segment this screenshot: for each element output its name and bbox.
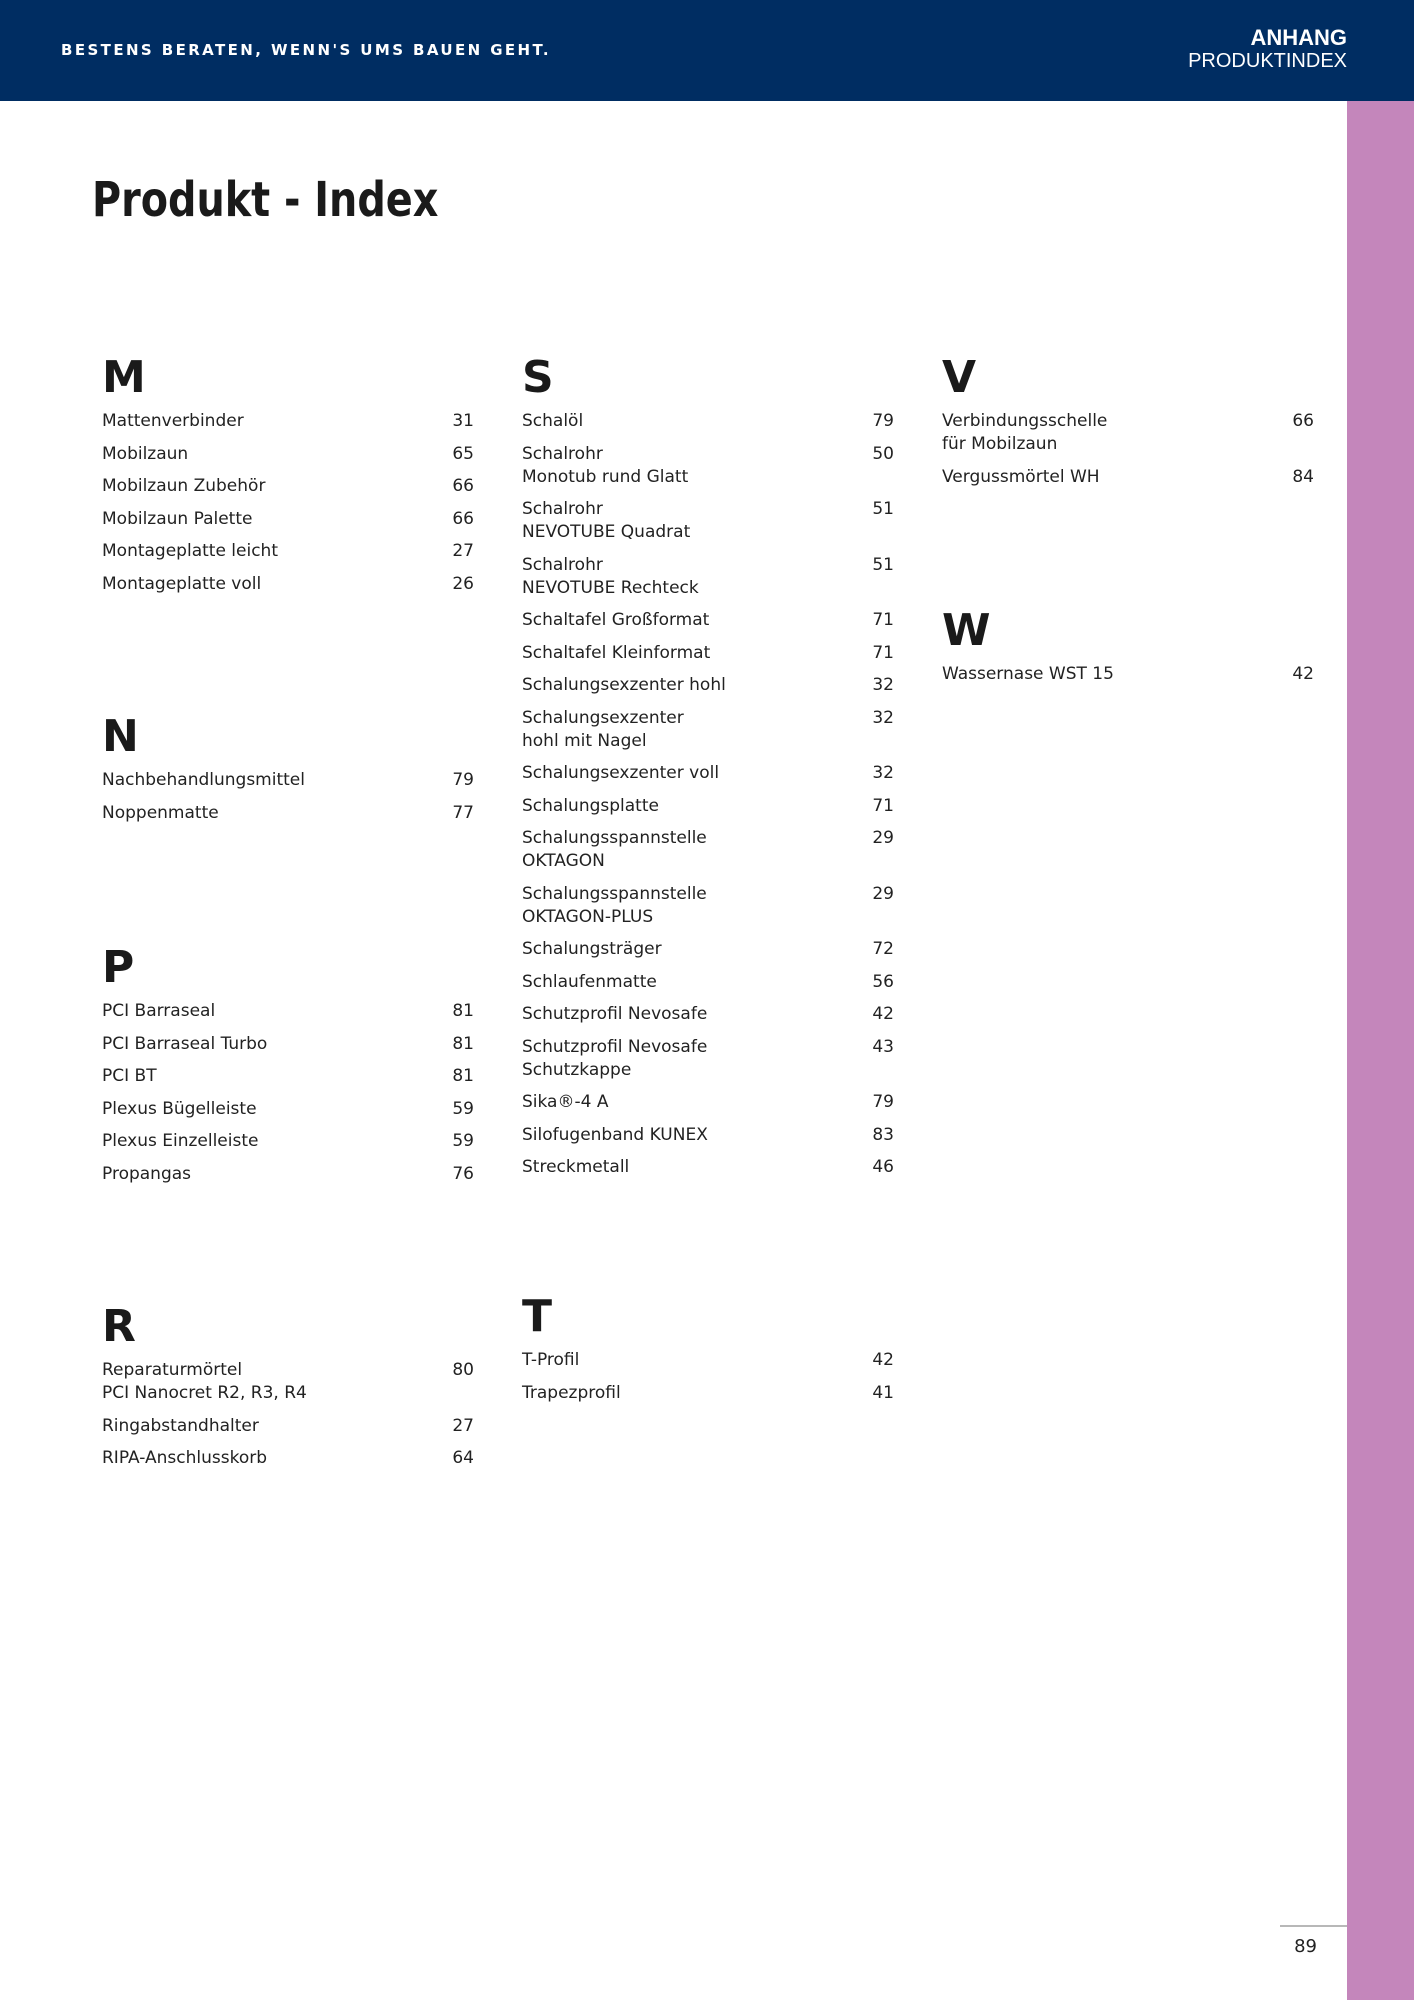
index-entry — [102, 443, 474, 466]
index-entry — [522, 762, 894, 785]
entry-name: Ringabstandhalter — [102, 1415, 259, 1436]
entry-page: 65 — [452, 443, 474, 464]
entry-name: Noppenmatte — [102, 802, 219, 823]
entry-name: Verbindungsschelle für Mobilzaun — [942, 411, 1108, 454]
entry-name: Nachbehandlungsmittel — [102, 770, 305, 790]
entry-page: 32 — [872, 707, 894, 728]
entry-page: 81 — [452, 1033, 474, 1054]
index-entry — [522, 827, 894, 873]
entry-name: Schaltafel Kleinformat — [522, 642, 711, 663]
index-entry — [102, 1130, 474, 1153]
index-group-m — [102, 352, 474, 605]
page-number: 89 — [1294, 1936, 1317, 1957]
index-entry — [102, 1359, 474, 1405]
entry-page: 32 — [872, 675, 894, 695]
index-entry — [942, 663, 1314, 686]
index-letter: M — [102, 352, 146, 403]
entry-name: Schalungsspannstelle OKTAGON-PLUS — [522, 883, 707, 927]
entry-page: 59 — [452, 1131, 474, 1151]
entry-page: 26 — [452, 573, 474, 594]
entry-page: 50 — [872, 443, 894, 464]
index-entry — [522, 1124, 894, 1147]
entry-name: Schalungsspannstelle OKTAGON — [522, 828, 707, 871]
index-entry — [522, 1091, 894, 1114]
index-entry — [522, 938, 894, 961]
entry-name: Schlaufenmatte — [522, 971, 657, 992]
entry-page: 76 — [452, 1163, 474, 1184]
entry-name: Schutzprofil Nevosafe — [522, 1004, 708, 1024]
entry-name: Vergussmörtel WH — [942, 466, 1100, 487]
index-entry — [102, 1033, 474, 1056]
index-entry — [522, 795, 894, 818]
index-entry — [102, 1098, 474, 1121]
entry-page: 46 — [872, 1157, 894, 1177]
entry-name: Mobilzaun Palette — [102, 508, 253, 529]
index-entry — [102, 573, 474, 596]
index-entry — [522, 410, 894, 433]
entry-page: 56 — [872, 971, 894, 992]
entry-page: 79 — [872, 411, 894, 431]
entry-page: 66 — [452, 508, 474, 529]
index-entry — [522, 1036, 894, 1082]
entry-name: Montageplatte leicht — [102, 541, 278, 561]
entry-page: 51 — [872, 554, 894, 575]
entry-page: 51 — [872, 499, 894, 519]
entry-page: 79 — [872, 1092, 894, 1112]
index-entry — [522, 609, 894, 632]
entry-page: 81 — [452, 1066, 474, 1086]
entry-page: 81 — [452, 1001, 474, 1021]
entry-page: 66 — [452, 476, 474, 496]
index-letter: N — [102, 711, 139, 762]
index-entry — [522, 443, 894, 489]
index-entry — [522, 1156, 894, 1179]
index-entry — [942, 466, 1314, 489]
entry-page: 32 — [872, 763, 894, 783]
index-entry — [522, 971, 894, 994]
page-title: Produkt - Index — [92, 172, 439, 228]
index-letter: V — [942, 352, 977, 403]
entry-page: 83 — [872, 1124, 894, 1145]
entry-page: 29 — [872, 828, 894, 848]
index-entry — [102, 1000, 474, 1023]
entry-page: 66 — [1292, 411, 1314, 431]
entry-page: 71 — [872, 642, 894, 663]
entry-page: 42 — [872, 1004, 894, 1024]
side-color-tab — [1347, 101, 1414, 2000]
entry-page: 71 — [872, 795, 894, 816]
index-group-r — [102, 1301, 474, 1480]
index-entry — [522, 1382, 894, 1405]
index-entry — [942, 410, 1314, 456]
entry-page: 27 — [452, 1415, 474, 1436]
entry-name: Trapezprofil — [522, 1382, 621, 1403]
entry-page: 42 — [872, 1350, 894, 1370]
index-entry — [522, 1003, 894, 1026]
index-entry — [102, 475, 474, 498]
index-entry — [102, 508, 474, 531]
index-entry — [102, 410, 474, 433]
index-entry — [102, 1065, 474, 1088]
entry-page: 29 — [872, 883, 894, 904]
entry-name: Schalöl — [522, 411, 584, 431]
index-letter: T — [522, 1291, 553, 1342]
entry-name: Schaltafel Großformat — [522, 610, 710, 630]
entry-name: Schalungsträger — [522, 939, 662, 959]
entry-name: Streckmetall — [522, 1157, 630, 1177]
entry-name: Reparaturmörtel PCI Nanocret R2, R3, R4 — [102, 1360, 307, 1403]
index-entry — [522, 498, 894, 544]
entry-page: 80 — [452, 1360, 474, 1380]
entry-name: Schalungsexzenter hohl — [522, 675, 726, 695]
entry-name: Sika®-4 A — [522, 1092, 609, 1112]
entry-name: RIPA-Anschlusskorb — [102, 1448, 268, 1468]
entry-name: Plexus Einzelleiste — [102, 1131, 259, 1151]
entry-page: 79 — [452, 770, 474, 790]
index-entry — [102, 540, 474, 563]
index-letter: W — [942, 605, 991, 656]
index-entry — [102, 1163, 474, 1186]
section-subtitle: PRODUKTINDEX — [1188, 50, 1347, 73]
entry-name: Schalrohr Monotub rund Glatt — [522, 443, 689, 487]
index-entry — [102, 1447, 474, 1470]
entry-name: Schutzprofil Nevosafe Schutzkappe — [522, 1036, 708, 1080]
entry-name: Schalungsexzenter hohl mit Nagel — [522, 707, 684, 751]
entry-page: 41 — [872, 1382, 894, 1403]
header-bar — [0, 0, 1414, 101]
entry-name: Propangas — [102, 1163, 192, 1184]
entry-page: 43 — [872, 1036, 894, 1057]
entry-name: Wassernase WST 15 — [942, 664, 1114, 684]
index-entry — [522, 642, 894, 665]
index-entry — [102, 1415, 474, 1438]
index-group-v — [942, 352, 1314, 498]
entry-page: 71 — [872, 610, 894, 630]
index-entry — [522, 1349, 894, 1372]
entry-name: Mattenverbinder — [102, 411, 244, 431]
index-entry — [102, 769, 474, 792]
index-letter: S — [522, 352, 554, 403]
entry-page: 72 — [872, 939, 894, 959]
index-entry — [522, 674, 894, 697]
index-entry — [522, 883, 894, 929]
footer-rule — [1280, 1925, 1347, 1927]
entry-name: PCI BT — [102, 1066, 157, 1086]
index-entry — [522, 707, 894, 753]
header-slogan: BESTENS BERATEN, WENN'S UMS BAUEN GEHT. — [61, 41, 551, 59]
entry-name: PCI Barraseal — [102, 1001, 216, 1021]
entry-name: Montageplatte voll — [102, 573, 262, 594]
entry-name: PCI Barraseal Turbo — [102, 1033, 268, 1054]
index-entry — [102, 802, 474, 825]
index-group-t — [522, 1291, 894, 1414]
entry-page: 42 — [1292, 664, 1314, 684]
index-entry — [522, 554, 894, 600]
entry-page: 27 — [452, 541, 474, 561]
entry-page: 77 — [452, 802, 474, 823]
entry-name: Plexus Bügelleiste — [102, 1098, 257, 1119]
index-letter: R — [102, 1301, 136, 1352]
section-name: ANHANG — [1250, 25, 1347, 50]
index-group-w — [942, 605, 1314, 696]
entry-name: Mobilzaun Zubehör — [102, 476, 266, 496]
entry-page: 64 — [452, 1448, 474, 1468]
entry-page: 84 — [1292, 466, 1314, 487]
index-letter: P — [102, 942, 135, 993]
index-group-s — [522, 352, 894, 1189]
index-group-p — [102, 942, 474, 1195]
entry-name: Schalungsplatte — [522, 795, 659, 816]
entry-page: 59 — [452, 1098, 474, 1119]
entry-name: Schalungsexzenter voll — [522, 763, 720, 783]
entry-name: Mobilzaun — [102, 443, 189, 464]
section-label — [1188, 26, 1347, 72]
entry-name: Schalrohr NEVOTUBE Quadrat — [522, 499, 691, 542]
entry-name: Silofugenband KUNEX — [522, 1124, 708, 1145]
index-group-n — [102, 711, 474, 834]
entry-page: 31 — [452, 411, 474, 431]
entry-name: T-Profil — [522, 1350, 580, 1370]
entry-name: Schalrohr NEVOTUBE Rechteck — [522, 554, 699, 598]
